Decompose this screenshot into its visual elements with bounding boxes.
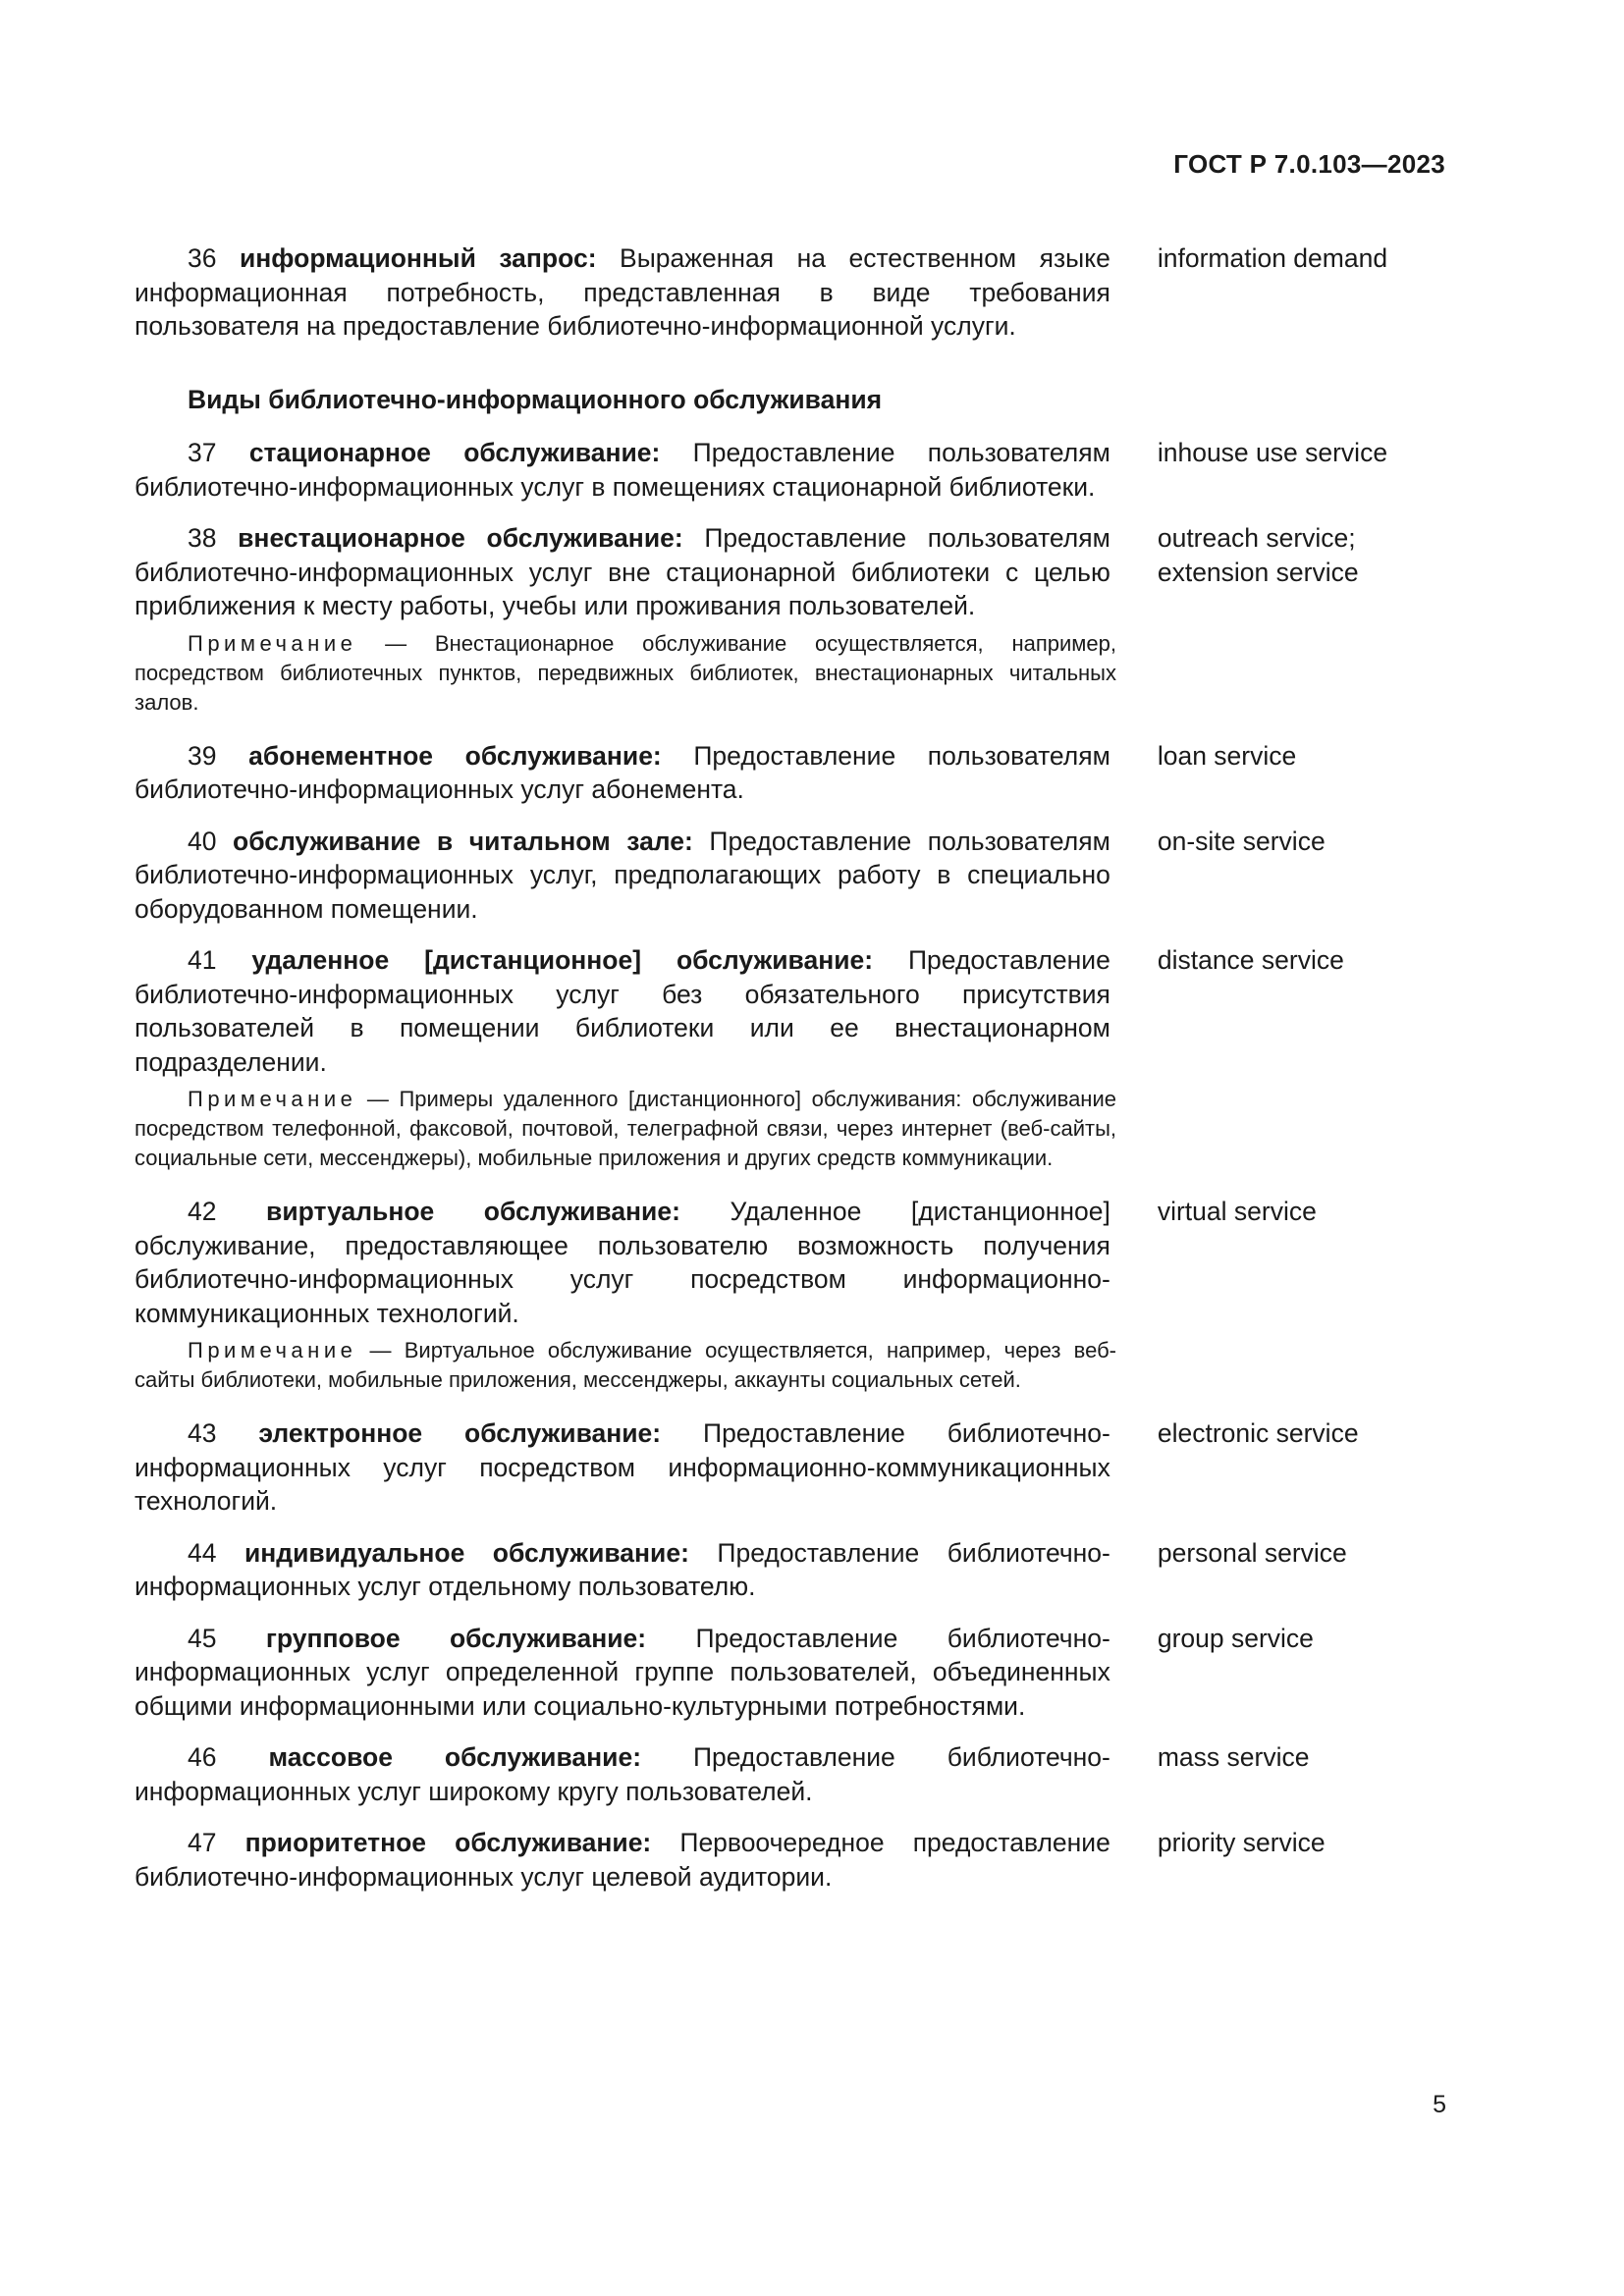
term-english-text: electronic service [1157,1418,1359,1448]
term-number: 38 [188,523,217,553]
term-name: обслуживание в читальном зале: [233,826,693,856]
term-name: электронное обслуживание: [258,1418,662,1448]
term-definition-ru [135,436,1110,504]
term-english [1158,943,1450,978]
page-number: 5 [1433,2091,1446,2118]
term-english [1158,241,1450,276]
term-number: 40 [188,826,217,856]
document-header-standard: ГОСТ Р 7.0.103—2023 [1173,149,1445,179]
term-english-text: distance service [1157,945,1344,975]
term-english [1158,1826,1450,1860]
term-entry-37 [135,436,1450,504]
term-entry-43 [135,1416,1450,1519]
term-definition: Предоставление библиотечно-информационных услуг посредством информационно-коммуникационных технологий. [135,1418,1110,1516]
term-english-text: inhouse use service [1157,438,1388,467]
term-english-text: loan service [1157,740,1297,771]
note-text: — Примеры удаленного [дистанционного] обслуживания: обслуживание посредством телефонной, факсовой, почтовой, телеграфной связи, через интернет (веб-сайты, социальные сети, мессенджеры), мобильные приложения и других средств коммуникации. [135,1087,1116,1170]
term-name: информационный запрос: [240,243,597,273]
term-english-text: outreach service; [1157,523,1356,553]
term-english [1158,436,1450,470]
term-english [1158,1740,1450,1775]
term-number: 46 [188,1742,217,1772]
term-definition-ru [135,825,1110,927]
term-name: приоритетное обслуживание: [244,1828,652,1857]
term-entry-39 [135,739,1450,807]
term-english [1158,1416,1450,1451]
term-number: 43 [188,1418,217,1448]
term-number: 45 [188,1623,217,1653]
term-entry-44 [135,1536,1450,1604]
term-english-text: mass service [1157,1742,1310,1772]
term-definition-ru [135,1740,1110,1808]
note-label: Примечание [188,1087,357,1111]
term-english-text: priority service [1157,1828,1326,1857]
term-entry-36 [135,241,1450,344]
note-text: — Виртуальное обслуживание осуществляется, например, через веб-сайты библиотеки, мобильные приложения, мессенджеры, аккаунты социальных сетей. [135,1338,1116,1392]
term-definition: Первоочередное предоставление библиотечно-информационных услуг целевой аудитории. [135,1828,1110,1892]
term-definition: Предоставление библиотечно-информационных услуг без обязательного присутствия пользователей в помещении библиотеки или ее внестационарном подразделении. [135,945,1110,1077]
term-name: удаленное [дистанционное] обслуживание: [251,945,874,975]
term-name: массовое обслуживание: [268,1742,642,1772]
term-entry-45 [135,1622,1450,1724]
term-definition: Предоставление библиотечно-информационных услуг определенной группе пользователей, объединенных общими информационными или социально-культурными потребностями. [135,1623,1110,1721]
term-definition: Предоставление пользователям библиотечно-информационных услуг абонемента. [135,740,1110,804]
term-entry-38 [135,521,1450,623]
term-english [1158,739,1450,774]
term-number: 37 [188,438,217,467]
term-english-text: personal service [1157,1537,1347,1568]
term-number: 36 [188,243,217,273]
term-number: 41 [188,945,217,975]
term-definition: Предоставление пользователям библиотечно-информационных услуг вне стационарной библиотеки с целью приближения к месту работы, учебы или проживания пользователей. [135,523,1110,620]
note-38 [135,629,1116,718]
term-definition-ru [135,1195,1110,1330]
term-definition-ru [135,739,1110,807]
term-number: 44 [188,1537,217,1568]
term-definition-ru [135,1622,1110,1724]
note-41 [135,1085,1116,1173]
term-english-text: on-site service [1157,826,1326,856]
term-entry-47 [135,1826,1450,1894]
term-definition-ru [135,1826,1110,1894]
term-definition-ru [135,521,1110,623]
section-title: Виды библиотечно-информационного обслуживания [188,384,883,414]
note-42 [135,1336,1116,1395]
term-english [1158,521,1450,589]
term-english [1158,1536,1450,1571]
note-label: Примечание [188,1338,357,1362]
term-number: 42 [188,1197,217,1226]
term-name: внестационарное обслуживание: [238,523,683,553]
term-definition: Предоставление библиотечно-информационных услуг отдельному пользователю. [135,1537,1110,1601]
term-definition-ru [135,943,1110,1079]
term-name: групповое обслуживание: [265,1623,647,1653]
term-name: абонементное обслуживание: [248,740,662,771]
term-number: 39 [188,740,217,771]
note-text: — Внестационарное обслуживание осуществляется, например, посредством библиотечных пунктов, передвижных библиотек, внестационарных читальных залов. [135,630,1116,715]
term-definition-ru [135,1536,1110,1604]
term-english-text: group service [1157,1623,1314,1653]
term-entry-42 [135,1195,1450,1330]
note-label: Примечание [188,630,357,656]
term-english-text: virtual service [1157,1197,1317,1226]
term-name: стационарное обслуживание: [248,438,661,467]
term-definition: Выраженная на естественном языке информационная потребность, представленная в виде требования пользователя на предоставление библиотечно-информационной услуги. [135,243,1110,341]
term-english [1158,825,1450,859]
term-definition: Удаленное [дистанционное] обслуживание, предоставляющее пользователю возможность получения библиотечно-информационных услуг посредством информационно-коммуникационных технологий. [135,1197,1110,1328]
term-english-text-alt: extension service [1157,557,1359,587]
term-english [1158,1622,1450,1656]
term-name: виртуальное обслуживание: [266,1197,680,1226]
term-definition: Предоставление библиотечно-информационных услуг широкому кругу пользователей. [135,1742,1110,1806]
term-entry-40 [135,825,1450,927]
term-entry-41 [135,943,1450,1079]
term-definition: Предоставление пользователям библиотечно-информационных услуг в помещениях стационарной библиотеки. [135,438,1110,502]
term-definition-ru [135,1416,1110,1519]
term-entry-46 [135,1740,1450,1808]
term-number: 47 [188,1828,217,1857]
term-definition-ru [135,241,1110,344]
term-english-text: information demand [1157,243,1388,273]
term-english [1158,1195,1450,1229]
term-definition: Предоставление пользователям библиотечно-информационных услуг, предполагающих работу в специально оборудованном помещении. [135,826,1110,924]
terms-list [135,241,1450,1911]
term-name: индивидуальное обслуживание: [244,1537,689,1568]
